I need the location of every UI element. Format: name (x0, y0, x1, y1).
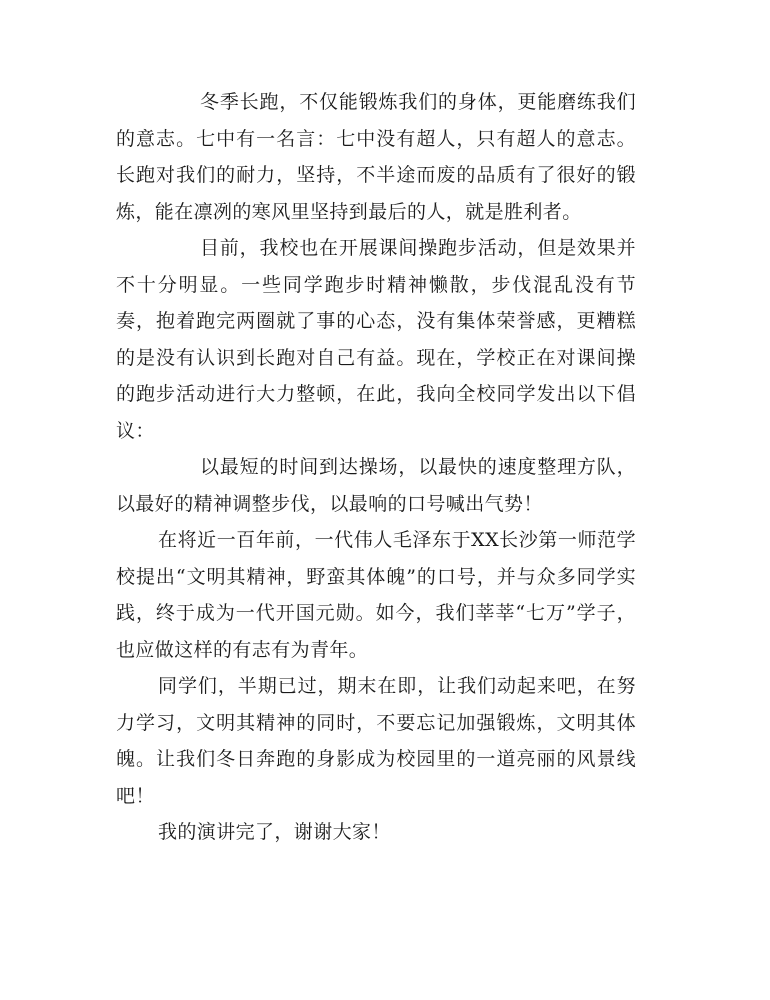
paragraph-winter-running: 冬季长跑，不仅能锻炼我们的身体，更能磨练我们的意志。七中有一名言：七中没有超人，只有超人的意志。长跑对我们的耐力，坚持，不半途而废的品质有了很好的锻炼，能在凛冽的寒风里坚持到最后的人，就是胜利者。 (116, 91, 636, 223)
paragraph-current-situation: 目前，我校也在开展课间操跑步活动，但是效果并不十分明显。一些同学跑步时精神懒散，步伐混乱没有节奏，抱着跑完两圈就了事的心态，没有集体荣誉感，更糟糕的是没有认识到长跑对自己有益。现在，学校正在对课间操的跑步活动进行大力整顿，在此，我向全校同学发出以下倡议： (116, 237, 636, 442)
paragraph-history: 在将近一百年前，一代伟人毛泽东于XX长沙第一师范学校提出“文明其精神，野蛮其体魄”的口号，并与众多同学实践，终于成为一代开国元勋。如今，我们莘莘“七万”学子，也应做这样的有志有为青年。 (116, 529, 636, 661)
paragraph-closing: 我的演讲完了，谢谢大家！ (158, 821, 391, 843)
paragraph-call-to-action: 同学们，半期已过，期末在即，让我们动起来吧，在努力学习，文明其精神的同时，不要忘记加强锻炼，文明其体魄。让我们冬日奔跑的身影成为校园里的一道亮丽的风景线吧！ (116, 675, 636, 807)
speech-body (116, 84, 636, 851)
paragraph-proposal: 以最短的时间到达操场，以最快的速度整理方队，以最好的精神调整步伐，以最响的口号喊出气势！ (116, 456, 636, 515)
